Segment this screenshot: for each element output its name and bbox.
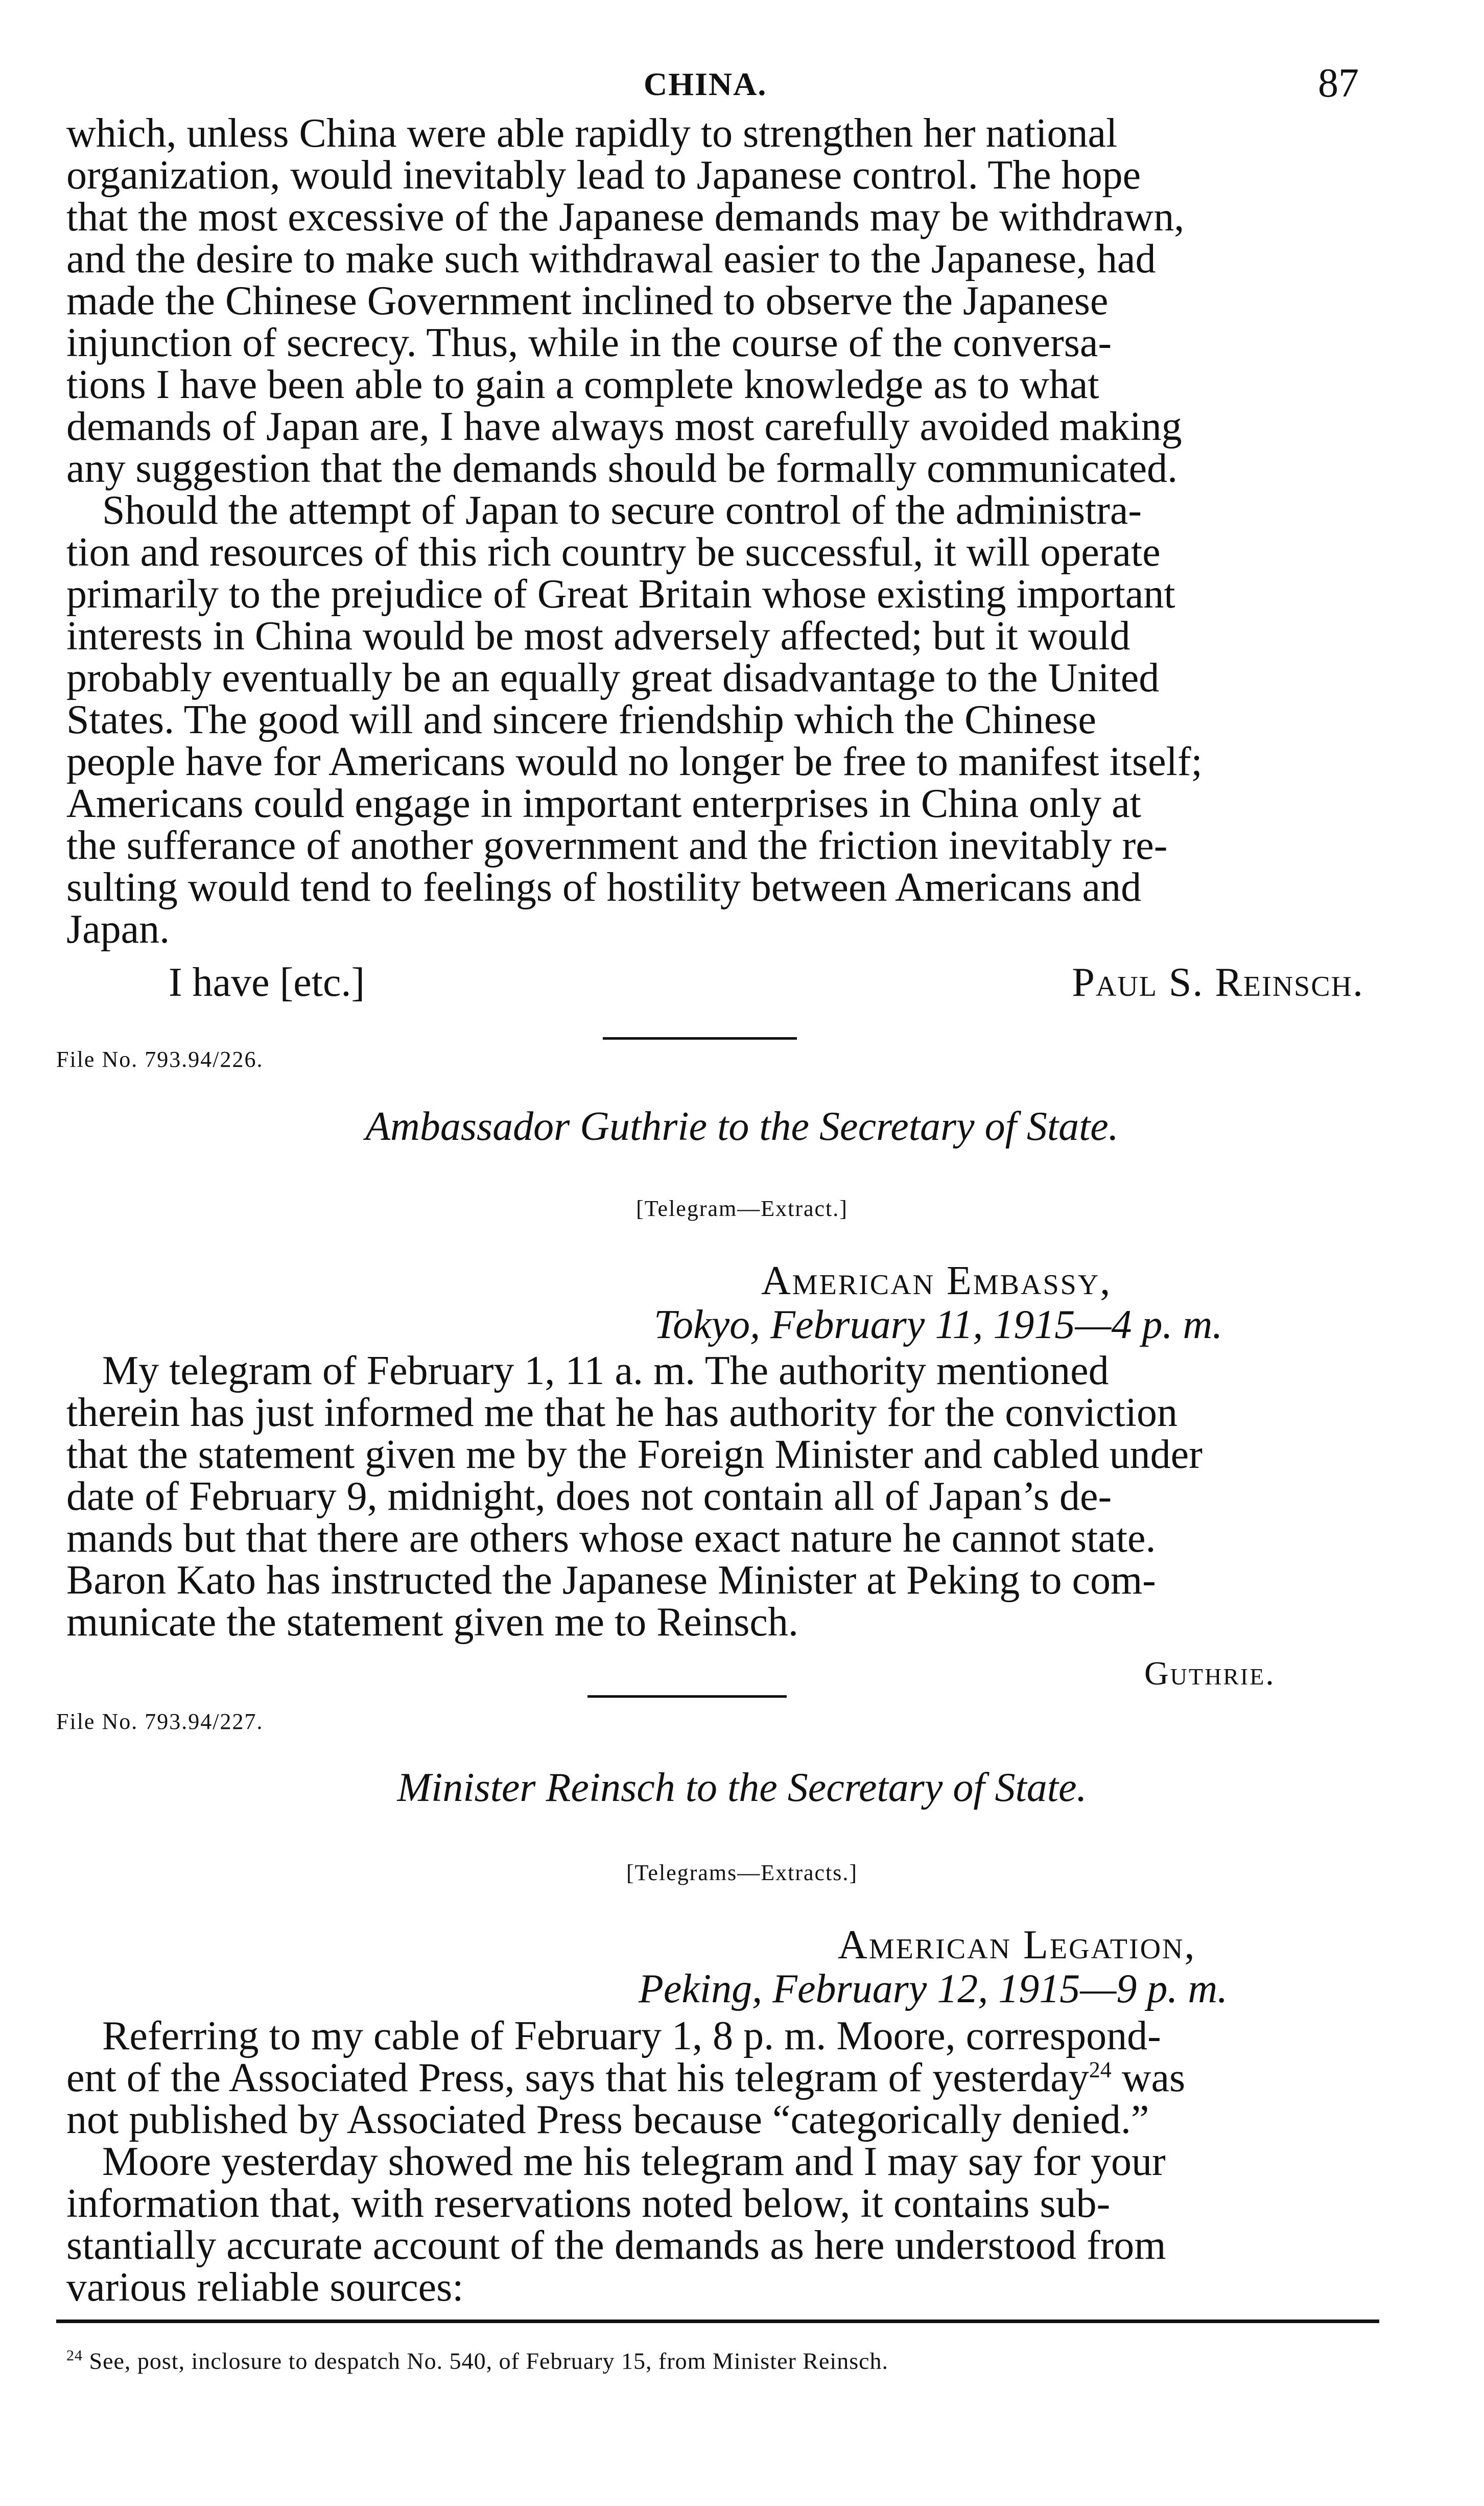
page-number: 87 <box>1318 61 1359 106</box>
document-heading: Minister Reinsch to the Secretary of State. <box>397 1765 1087 1810</box>
place-line: American Embassy, <box>761 1258 1112 1303</box>
text-line: Japan. <box>66 907 170 952</box>
telegram-note: [Telegram—Extract.] <box>636 1196 848 1221</box>
footnote-text: See, post, inclosure to despatch No. 540, of February 15, from Minister Reinsch. <box>83 2348 889 2374</box>
footnote-ref: 24 <box>1089 2057 1112 2082</box>
text-fragment: was <box>1111 2055 1186 2100</box>
footnote-rule <box>56 2320 1379 2323</box>
telegram-body <box>66 1350 1374 1643</box>
file-number: File No. 793.94/227. <box>56 1709 264 1734</box>
text-line: stantially accurate account of the demands as here understood from <box>66 2223 1166 2268</box>
text-line: information that, with reservations noted below, it contains sub- <box>66 2181 1111 2226</box>
text-fragment: ent of the Associated Press, says that his telegram of yesterday <box>66 2055 1089 2100</box>
telegram-body <box>66 2015 1374 2308</box>
section-divider <box>587 1695 787 1698</box>
text-line: various reliable sources: <box>66 2265 464 2310</box>
closing-text: I have [etc.] <box>169 960 365 1005</box>
text-line: Americans could engage in important enterprises in China only at <box>66 781 1141 826</box>
text-line: which, unless China were able rapidly to strengthen her national <box>66 111 1118 156</box>
text-line: and the desire to make such withdrawal easier to the Japanese, had <box>66 237 1156 282</box>
telegram-note: [Telegrams—Extracts.] <box>626 1860 858 1885</box>
text-line: made the Chinese Government inclined to observe the Japanese <box>66 278 1109 323</box>
text-line: probably eventually be an equally great disadvantage to the United <box>66 655 1160 700</box>
letter-body <box>66 112 1379 950</box>
text-line: Moore yesterday showed me his telegram and I may say for your <box>102 2139 1166 2184</box>
text-line: therein has just informed me that he has authority for the conviction <box>66 1390 1177 1435</box>
text-line: My telegram of February 1, 11 a. m. The authority mentioned <box>102 1348 1109 1393</box>
file-number: File No. 793.94/226. <box>56 1047 264 1072</box>
signature: Paul S. Reinsch. <box>1072 960 1364 1005</box>
text-line: the sufferance of another government and the friction inevitably re- <box>66 823 1168 868</box>
text-line: not published by Associated Press because “categorically denied.” <box>66 2097 1149 2142</box>
signature: Guthrie. <box>1144 1655 1276 1692</box>
footnote-marker: 24 <box>66 2347 83 2364</box>
text-line: any suggestion that the demands should be formally communicated. <box>66 446 1178 491</box>
text-line <box>66 2057 1374 2099</box>
text-line: tions I have been able to gain a complete knowledge as to what <box>66 362 1099 407</box>
text-line: interests in China would be most adversely affected; but it would <box>66 614 1130 659</box>
text-line: sulting would tend to feelings of hostility between Americans and <box>66 865 1142 910</box>
text-line: primarily to the prejudice of Great Britain whose existing important <box>66 572 1175 617</box>
text-line: that the most excessive of the Japanese demands may be withdrawn, <box>66 195 1185 240</box>
text-line: organization, would inevitably lead to Japanese control. The hope <box>66 153 1141 198</box>
text-line: States. The good will and sincere friendship which the Chinese <box>66 697 1096 742</box>
dateline: Tokyo, February 11, 1915—4 p. m. <box>654 1302 1223 1347</box>
text-line: that the statement given me by the Foreign Minister and cabled under <box>66 1432 1203 1477</box>
document-heading: Ambassador Guthrie to the Secretary of State. <box>365 1104 1119 1149</box>
text-line: Baron Kato has instructed the Japanese Minister at Peking to com- <box>66 1558 1156 1603</box>
dateline: Peking, February 12, 1915—9 p. m. <box>639 1966 1228 2011</box>
text-line: people have for Americans would no longer be free to manifest itself; <box>66 739 1203 784</box>
text-line: demands of Japan are, I have always most carefully avoided making <box>66 404 1182 449</box>
text-line: date of February 9, midnight, does not contain all of Japan’s de- <box>66 1474 1112 1519</box>
text-line: mands but that there are others whose exact nature he cannot state. <box>66 1516 1156 1561</box>
text-line: Should the attempt of Japan to secure control of the administra- <box>102 488 1142 533</box>
running-header-title: CHINA. <box>644 66 767 102</box>
text-line: Referring to my cable of February 1, 8 p. m. Moore, correspond- <box>102 2013 1161 2058</box>
text-line: injunction of secrecy. Thus, while in the course of the conversa- <box>66 320 1112 365</box>
footnote <box>66 2347 888 2374</box>
place-line: American Legation, <box>838 1923 1196 1968</box>
text-line: municate the statement given me to Reinsch. <box>66 1600 798 1645</box>
text-line: tion and resources of this rich country be successful, it will operate <box>66 530 1161 575</box>
section-divider <box>603 1037 797 1040</box>
